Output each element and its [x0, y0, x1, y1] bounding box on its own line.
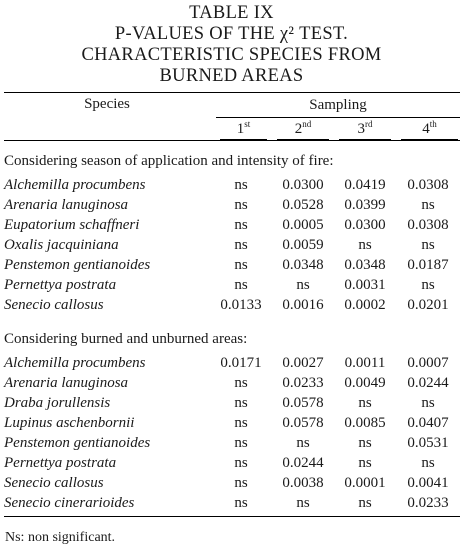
species-name: Lupinus aschenbornii [4, 414, 135, 431]
p-value: ns [234, 494, 248, 511]
species-header: Species [84, 96, 130, 112]
p-value: 0.0308 [407, 176, 449, 193]
p-value: 0.0016 [282, 296, 324, 313]
p-value: ns [234, 394, 248, 411]
species-name: Draba jorullensis [4, 394, 111, 411]
p-value: 0.0244 [282, 454, 324, 471]
p-value: 0.0244 [407, 374, 449, 391]
p-value: ns [421, 236, 435, 253]
species-name: Senecio callosus [4, 474, 104, 491]
sampling-1-header: 1st [210, 118, 272, 141]
p-value: 0.0300 [344, 216, 386, 233]
table-title [0, 0, 463, 87]
title-line: CHARACTERISTIC SPECIES FROM [81, 45, 382, 65]
table-row [4, 195, 460, 215]
table-row [4, 453, 460, 473]
table-row [4, 353, 460, 373]
p-value: 0.0233 [407, 494, 449, 511]
p-value: 0.0308 [407, 216, 449, 233]
p-value: 0.0187 [407, 256, 449, 273]
p-value: 0.0005 [282, 216, 324, 233]
p-value: 0.0059 [282, 236, 324, 253]
table-row [4, 295, 460, 315]
p-value: 0.0399 [344, 196, 386, 213]
p-value: 0.0348 [344, 256, 386, 273]
species-name: Oxalis jacquiniana [4, 236, 119, 253]
sampling-3-header: 3rd [334, 118, 396, 141]
p-value: ns [234, 434, 248, 451]
p-value: 0.0027 [282, 354, 324, 371]
p-value: 0.0528 [282, 196, 324, 213]
section-label: Considering burned and unburned areas: [4, 330, 248, 347]
p-values-table [4, 92, 460, 517]
section-fire [4, 147, 460, 315]
p-value: ns [358, 454, 372, 471]
species-name: Penstemon gentianoides [4, 256, 151, 273]
p-value: 0.0049 [344, 374, 386, 391]
p-value: 0.0171 [220, 354, 262, 371]
p-value: ns [358, 236, 372, 253]
title-line: TABLE IX [189, 3, 274, 23]
p-value: 0.0085 [344, 414, 386, 431]
section-label: Considering season of application and intensity of fire: [4, 152, 334, 169]
p-value: ns [234, 256, 248, 273]
species-name: Pernettya postrata [4, 276, 117, 293]
species-name: Penstemon gentianoides [4, 434, 151, 451]
p-value: ns [234, 276, 248, 293]
species-name: Arenaria lanuginosa [4, 196, 129, 213]
species-name: Senecio cinerarioides [4, 494, 135, 511]
p-value: 0.0233 [282, 374, 324, 391]
p-value: ns [358, 394, 372, 411]
table-row [4, 255, 460, 275]
species-name: Senecio callosus [4, 296, 104, 313]
table-row [4, 275, 460, 295]
p-value: 0.0031 [344, 276, 386, 293]
p-value: 0.0531 [407, 434, 449, 451]
table-row [4, 373, 460, 393]
table-row [4, 175, 460, 195]
table-row [4, 393, 460, 413]
p-value: ns [234, 176, 248, 193]
p-value: ns [358, 494, 372, 511]
p-value: 0.0007 [407, 354, 449, 371]
p-value: ns [421, 276, 435, 293]
p-value: ns [234, 374, 248, 391]
p-value: ns [234, 196, 248, 213]
p-value: ns [421, 394, 435, 411]
species-name: Alchemilla procumbens [4, 176, 146, 193]
title-line: P-VALUES OF THE χ² TEST. [114, 24, 349, 44]
table-row [4, 413, 460, 433]
table-row [4, 235, 460, 255]
p-value: 0.0002 [344, 296, 386, 313]
title-line: BURNED AREAS [159, 66, 304, 86]
p-value: 0.0407 [407, 414, 449, 431]
p-value: ns [296, 434, 310, 451]
sampling-4-header: 4th [396, 118, 460, 141]
p-value: 0.0201 [407, 296, 449, 313]
p-value: 0.0001 [344, 474, 386, 491]
footnote: Ns: non significant. [5, 530, 116, 545]
table-row [4, 493, 460, 517]
p-value: 0.0300 [282, 176, 324, 193]
p-value: 0.0038 [282, 474, 324, 491]
p-value: 0.0419 [344, 176, 386, 193]
p-value: ns [421, 196, 435, 213]
p-value: 0.0578 [282, 394, 324, 411]
p-value: ns [296, 494, 310, 511]
species-name: Alchemilla procumbens [4, 354, 146, 371]
p-value: ns [421, 454, 435, 471]
table-row [4, 215, 460, 235]
section-burned [4, 315, 460, 517]
p-value: ns [234, 454, 248, 471]
p-value: 0.0133 [220, 296, 262, 313]
p-value: ns [234, 236, 248, 253]
sampling-header: Sampling [210, 93, 460, 119]
table-row [4, 433, 460, 453]
p-value: 0.0011 [344, 354, 386, 371]
p-value: 0.0578 [282, 414, 324, 431]
species-name: Eupatorium schaffneri [4, 216, 140, 233]
p-value: ns [234, 474, 248, 491]
p-value: ns [234, 414, 248, 431]
p-value: ns [296, 276, 310, 293]
species-name: Arenaria lanuginosa [4, 374, 129, 391]
p-value: ns [358, 434, 372, 451]
p-value: ns [234, 216, 248, 233]
table-row [4, 473, 460, 493]
species-name: Pernettya postrata [4, 454, 117, 471]
sampling-2-header: 2nd [272, 118, 334, 141]
p-value: 0.0348 [282, 256, 324, 273]
p-value: 0.0041 [407, 474, 449, 491]
